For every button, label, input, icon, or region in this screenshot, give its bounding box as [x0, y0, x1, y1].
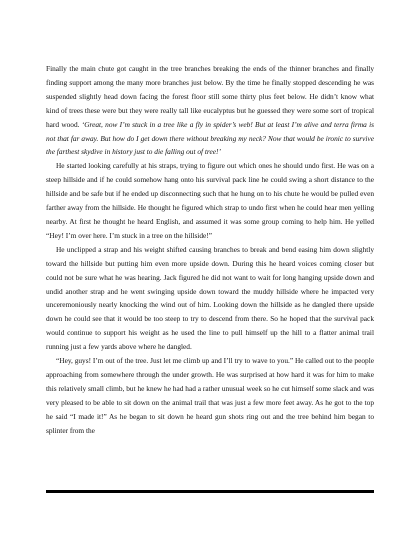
page-bottom-rule	[46, 490, 374, 493]
paragraph-4: “Hey, guys! I’m out of the tree. Just let me climb up and I’ll try to wave to you.” He called out to the people approaching from somewhere through the under growth. He was surprised at how hard it was for him to make this relatively small climb, but he knew he had had a rather unusual week so he cut himself some slack and was very pleased to be able to sit down on the animal trail that was just a few more feet away. As he got to the top he said “I made it!” As he began to sit down he heard gun shots ring out and the tree behind him began to splinter from the	[46, 356, 374, 435]
paragraph-1	[46, 62, 374, 159]
body-text	[46, 62, 374, 437]
paragraph-1-text: Finally the main chute got caught in the tree branches breaking the ends of the thinner branches and finally finding support among the many more branches just below. By the time he finally stopped descending he was suspended slightly head down facing the forest floor still some thirty plus feet below. He didn’t know what kind of trees these were but they were really tall like eucalyptus but he guessed they were some sort of tropical hard wood.	[46, 64, 374, 129]
paragraph-1-inner-thought: ‘Great, now I’m stuck in a tree like a fly in spider’s web! But at least I’m alive and terra firma is not that far away. But how do I get down there without breaking my neck? Now that would be ironic to survive the farthest skydive in history just to die falling out of tree!’	[46, 119, 374, 157]
paragraph-2: He started looking carefully at his straps, trying to figure out which ones he should undo first. He was on a steep hillside and if he could somehow hang onto his survival pack line he could swing a short distance to the hillside and be safe but if he ended up disconnecting such that he hung on to his chute he would be pulled even farther away from the hillside. He thought he figured which strap to undo first when he could hear men yelling nearby. At first he thought he heard English, and assumed it was some group coming to help him. He yelled “Hey! I’m over here. I’m stuck in a tree on the hillside!”	[46, 161, 374, 240]
paragraph-3: He unclipped a strap and his weight shifted causing branches to break and bend easing him down slightly toward the hillside but putting him even more upside down. During this he heard voices coming closer but could not be sure what he was hearing. Jack figured he did not want to wait for long hanging upside down and undid another strap and he went swinging upside down toward the muddy hillside where he impacted very unceremoniously nearly knocking the wind out of him. Looking down the hillside as he dangled there upside down he could see that it would be too steep to try to descend from there. So he hoped that the survival pack would continue to support his weight as he used the line to pull himself up the hill to a flatter animal trail running just a few yards above where he dangled.	[46, 244, 374, 352]
